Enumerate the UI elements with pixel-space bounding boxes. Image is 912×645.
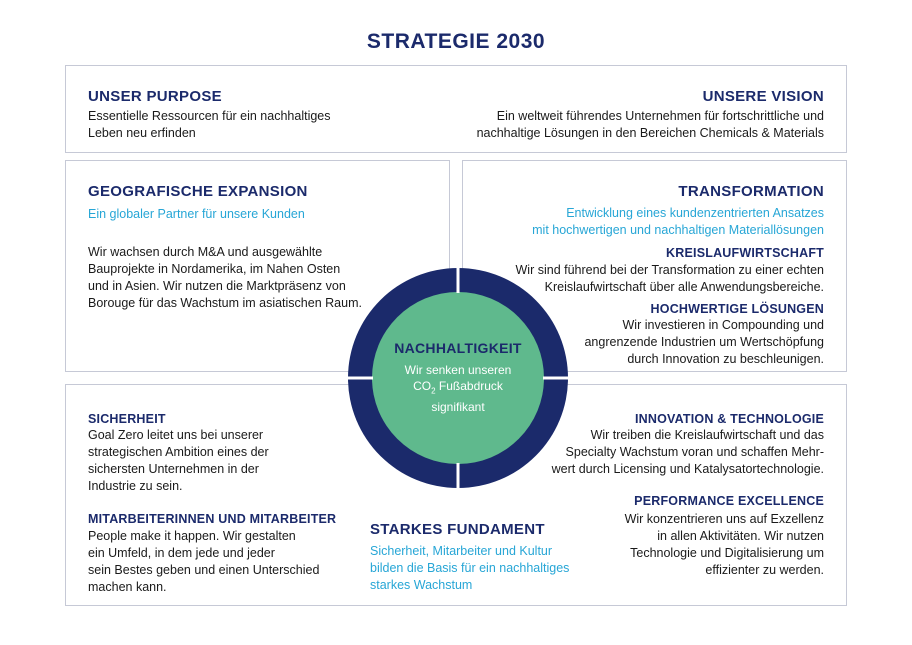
sicherheit-heading: SICHERHEIT (88, 412, 166, 426)
purpose-text (88, 108, 331, 142)
sustainability-line: Wir senken unseren (404, 363, 512, 377)
vision-line: nachhaltige Lösungen in den Bereichen Chemicals & Materials (476, 126, 824, 140)
fundament-line: Sicherheit, Mitarbeiter und Kultur (370, 544, 553, 558)
expansion-heading: GEOGRAFISCHE EXPANSION (88, 183, 308, 200)
co2-text: CO (413, 379, 432, 393)
ring-gap-top (457, 268, 460, 293)
sustainability-co2-line (348, 378, 568, 399)
transformation-subtitle (464, 205, 824, 239)
mitarbeiter-text (88, 528, 319, 596)
expansion-line: Bauprojekte in Nordamerika, im Nahen Osten (88, 262, 341, 276)
innovation-line: Specialty Wachstum voran und schaffen Mehr- (565, 445, 824, 459)
page-title: STRATEGIE 2030 (366, 30, 546, 53)
performance-text (524, 511, 824, 579)
performance-line: effizienter zu werden. (705, 563, 824, 577)
mitarbeiter-line: People make it happen. Wir gestalten (88, 529, 296, 543)
kreislauf-heading: KREISLAUFWIRTSCHAFT (666, 246, 824, 260)
expansion-subtitle: Ein globaler Partner für unsere Kunden (88, 207, 305, 221)
vision-heading: UNSERE VISION (702, 88, 824, 105)
kreislauf-line: Wir sind führend bei der Transformation zu einer echten (515, 263, 824, 277)
mitarbeiter-line: ein Umfeld, in dem jede und jeder (88, 546, 275, 560)
mitarbeiter-heading: MITARBEITERINNEN UND MITARBEITER (88, 512, 337, 526)
performance-heading: PERFORMANCE EXCELLENCE (634, 494, 824, 508)
purpose-heading: UNSER PURPOSE (88, 88, 222, 105)
innovation-heading: INNOVATION & TECHNOLOGIE (634, 412, 824, 426)
vision-text (477, 108, 824, 142)
mitarbeiter-line: machen kann. (88, 580, 167, 594)
co2-rest: Fußabdruck (435, 379, 503, 393)
sustainability-text (348, 340, 568, 415)
co2-subscript: 2 (431, 386, 436, 396)
expansion-line: Borouge für das Wachstum im asiatischen Raum. (88, 296, 362, 310)
hochwertig-line: Wir investieren in Compounding und (622, 318, 824, 332)
hochwertig-line: angrenzende Industrien um Wertschöpfung (584, 335, 824, 349)
performance-line: Technologie und Digitalisierung um (630, 546, 824, 560)
sustainability-line: signifikant (431, 400, 485, 415)
fundament-line: starkes Wachstum (370, 578, 473, 592)
transformation-subtitle-line: Entwicklung eines kundenzentrierten Ansatzes (566, 206, 824, 220)
innovation-line: Wir treiben die Kreislaufwirtschaft und das (590, 428, 824, 442)
hochwertig-heading: HOCHWERTIGE LÖSUNGEN (650, 302, 824, 316)
performance-line: in allen Aktivitäten. Wir nutzen (657, 529, 824, 543)
ring-gap-bottom (457, 463, 460, 488)
sicherheit-line: Industrie zu sein. (88, 479, 183, 493)
performance-line: Wir konzentrieren uns auf Exzellenz (624, 512, 824, 526)
purpose-line: Essentielle Ressourcen für ein nachhaltiges (88, 109, 331, 123)
transformation-heading: TRANSFORMATION (678, 183, 824, 200)
sicherheit-line: sichersten Unternehmen in der (88, 462, 259, 476)
hochwertig-line: durch Innovation zu beschleunigen. (627, 352, 824, 366)
expansion-line: und in Asien. Wir nutzen die Marktpräsenz von (88, 279, 346, 293)
hochwertig-text (524, 317, 824, 368)
purpose-line: Leben neu erfinden (88, 126, 196, 140)
mitarbeiter-line: sein Bestes geben und einen Unterschied (88, 563, 320, 577)
fundament-line: bilden die Basis für ein nachhaltiges (370, 561, 570, 575)
kreislauf-line: Kreislaufwirtschaft über alle Anwendungsbereiche. (544, 280, 824, 294)
sicherheit-line: strategischen Ambition eines der (88, 445, 269, 459)
fundament-heading: STARKES FUNDAMENT (370, 521, 545, 538)
expansion-line: Wir wachsen durch M&A und ausgewählte (88, 245, 323, 259)
sicherheit-text (88, 427, 269, 495)
sustainability-heading: NACHHALTIGKEIT (394, 340, 522, 356)
sustainability-body (348, 362, 568, 415)
innovation-line: wert durch Licensing und Katalysatortechnologie. (551, 462, 824, 476)
expansion-text (88, 244, 362, 312)
vision-line: Ein weltweit führendes Unternehmen für fortschrittliche und (496, 109, 824, 123)
transformation-subtitle-line: mit hochwertigen und nachhaltigen Materiallösungen (532, 223, 824, 237)
sicherheit-line: Goal Zero leitet uns bei unserer (88, 428, 264, 442)
purpose-vision-box (65, 65, 847, 153)
